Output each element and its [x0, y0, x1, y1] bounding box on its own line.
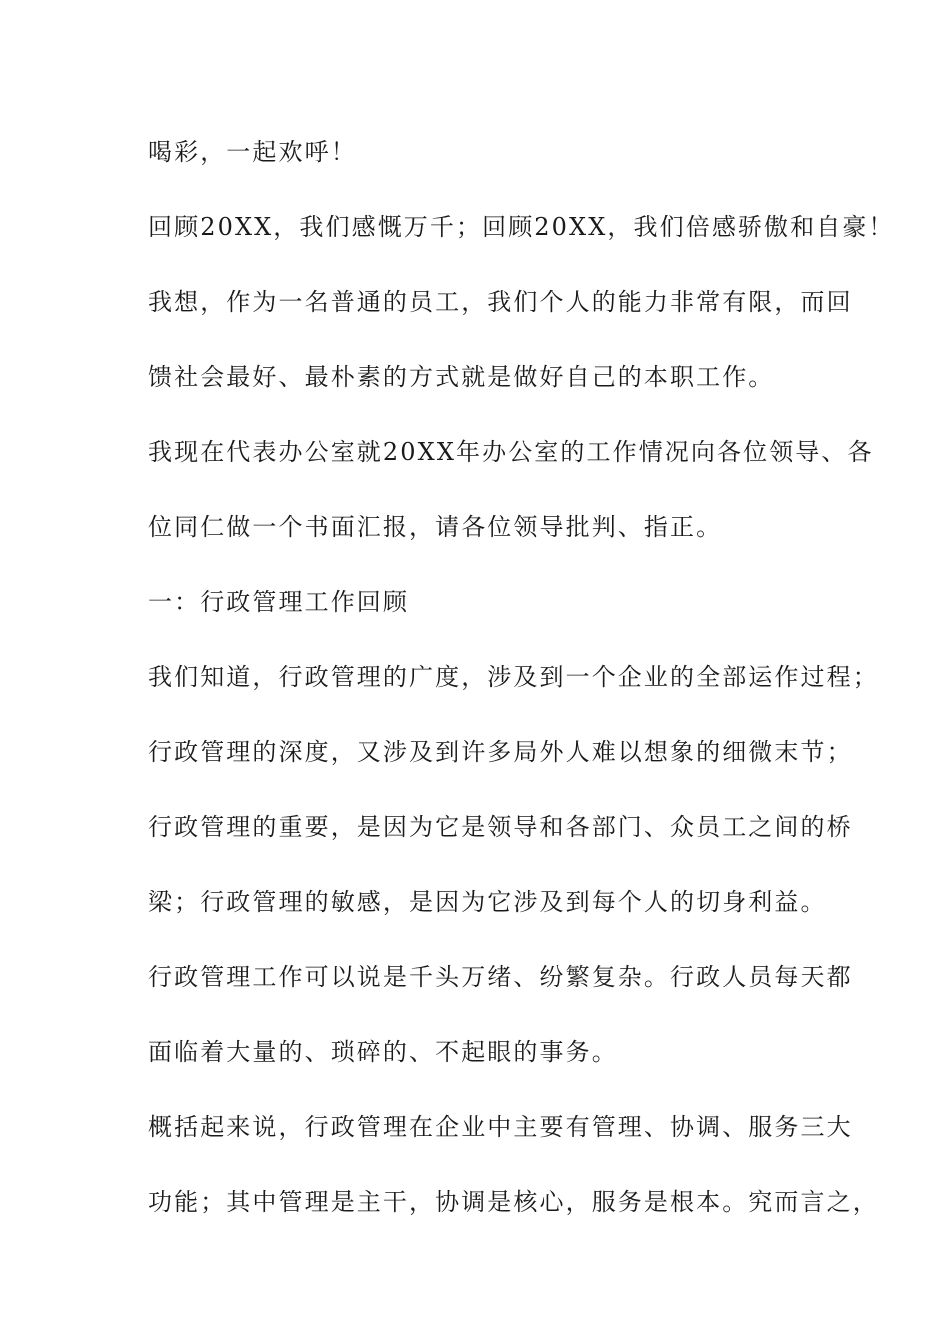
text-line: 概括起来说，行政管理在企业中主要有管理、协调、服务三大	[148, 1113, 853, 1141]
text-line: 我想，作为一名普通的员工，我们个人的能力非常有限，而回	[148, 288, 853, 316]
text-line: 行政管理工作可以说是千头万绪、纷繁复杂。行政人员每天都	[148, 963, 853, 991]
text-line: 梁；行政管理的敏感，是因为它涉及到每个人的切身利益。	[148, 888, 827, 916]
text-line: 行政管理的重要，是因为它是领导和各部门、众员工之间的桥	[148, 813, 853, 841]
text-line: 回顾20XX，我们感慨万千；回顾20XX，我们倍感骄傲和自豪！	[148, 213, 895, 241]
text-line: 我现在代表办公室就20XX年办公室的工作情况向各位领导、各	[148, 438, 874, 466]
text-line: 行政管理的深度，又涉及到许多局外人难以想象的细微末节；	[148, 738, 853, 766]
text-line: 面临着大量的、琐碎的、不起眼的事务。	[148, 1038, 618, 1066]
text-line: 馈社会最好、最朴素的方式就是做好自己的本职工作。	[148, 363, 775, 391]
section-heading: 一：行政管理工作回顾	[148, 588, 409, 616]
text-line: 位同仁做一个书面汇报，请各位领导批判、指正。	[148, 513, 723, 541]
text-line: 喝彩，一起欢呼！	[148, 138, 357, 166]
text-line: 功能；其中管理是主干，协调是核心，服务是根本。究而言之，	[148, 1188, 879, 1216]
text-line: 我们知道，行政管理的广度，涉及到一个企业的全部运作过程；	[148, 663, 879, 691]
